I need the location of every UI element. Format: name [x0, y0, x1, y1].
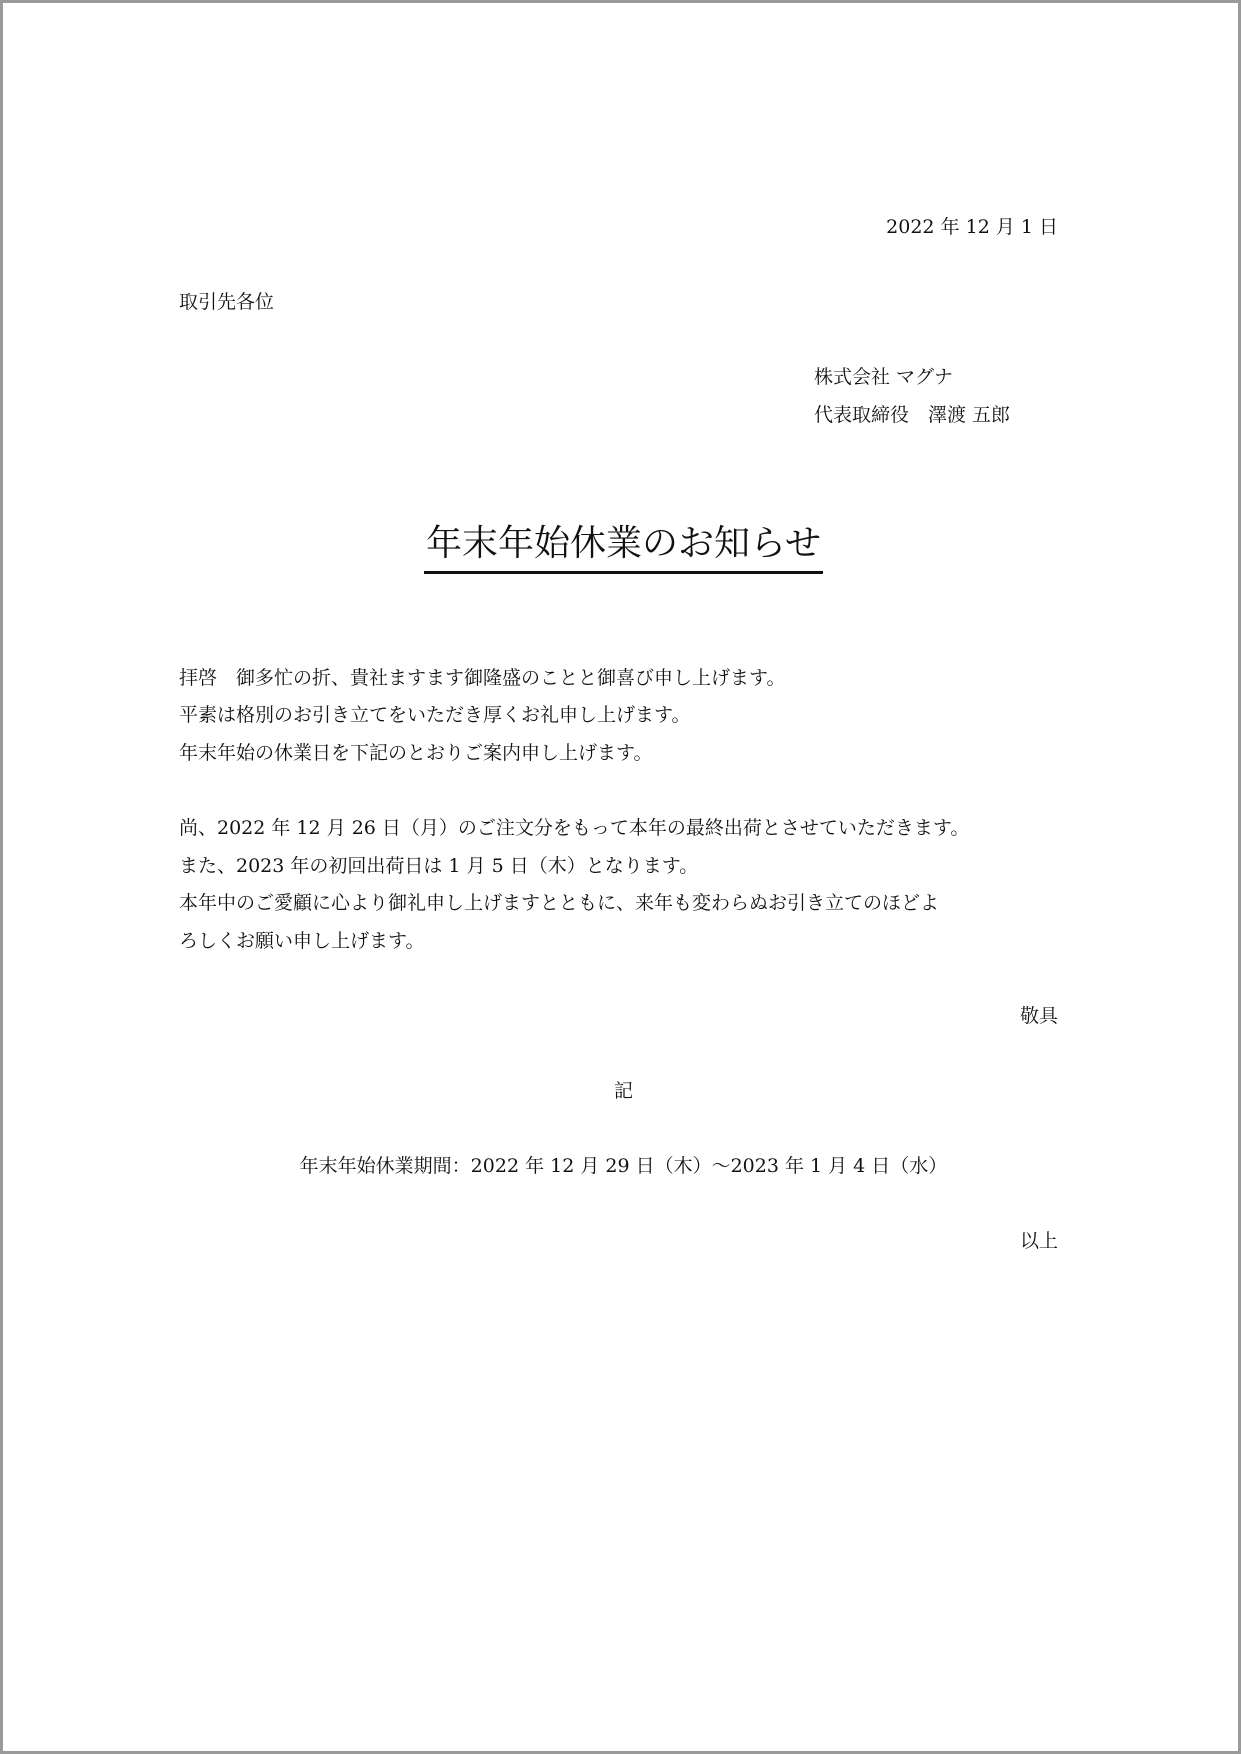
body-line: 拝啓 御多忙の折、貴社ますます御隆盛のことと御喜び申し上げます。: [179, 667, 786, 689]
letter-date: 2022 年 12 月 1 日: [886, 216, 1058, 238]
body-line: ろしくお願い申し上げます。: [179, 930, 425, 952]
document-title: 年末年始休業のお知らせ: [424, 521, 823, 574]
body-line: 本年中のご愛顧に心より御礼申し上げますとともに、来年も変わらぬお引き立てのほどよ: [179, 892, 940, 914]
body-line: 尚、2022 年 12 月 26 日（月）のご注文分をもって本年の最終出荷とさせていただきます。: [179, 817, 970, 839]
ijo-end-mark: 以上: [1019, 1230, 1058, 1252]
body-line: また、2023 年の初回出荷日は 1 月 5 日（木）となります。: [179, 855, 699, 877]
body-line: 平素は格別のお引き立てをいただき厚くお礼申し上げます。: [179, 704, 691, 726]
closing-word: 敬具: [1019, 1005, 1058, 1027]
sender-company: 株式会社 マグナ: [814, 366, 954, 388]
holiday-period: 年末年始休業期間：2022 年 12 月 29 日（木）～2023 年 1 月 4 日（水）: [299, 1155, 948, 1177]
body-line: 年末年始の休業日を下記のとおりご案内申し上げます。: [179, 742, 653, 764]
ki-heading: 記: [613, 1080, 633, 1102]
recipient: 取引先各位: [179, 291, 275, 313]
document-title-block: [3, 521, 1241, 574]
sender-person: 代表取締役 澤渡 五郎: [814, 404, 1011, 426]
